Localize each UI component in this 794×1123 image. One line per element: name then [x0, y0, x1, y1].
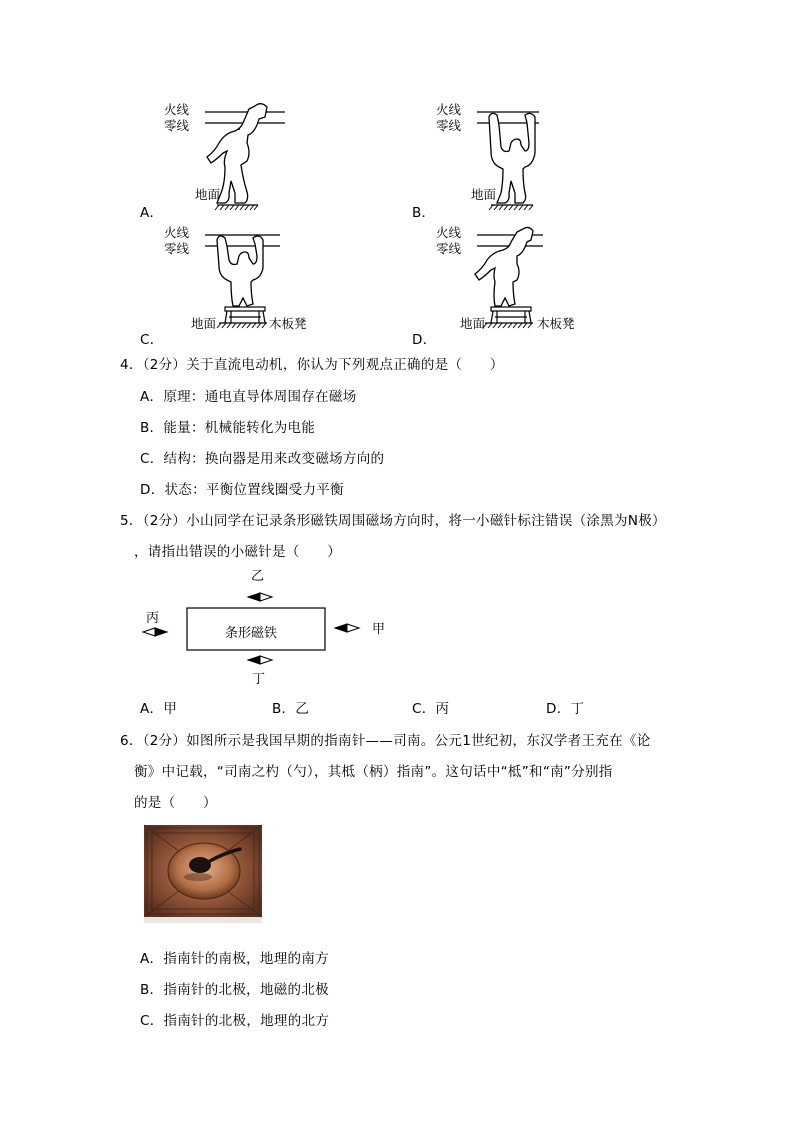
- needle-left-label: 丙: [146, 611, 160, 626]
- question-5-stem-line-1: 5．（2分）小山同学在记录条形磁铁周围磁场方向时，将一小磁针标注错误（涂黑为N极）: [120, 513, 666, 529]
- question-5-stem-line-2: ，请指出错误的小磁针是（ ）: [134, 544, 341, 560]
- question-6-option-b: B．指南针的北极，地磁的北极: [140, 982, 329, 998]
- svg-text:火线: 火线: [436, 102, 462, 117]
- svg-text:地面: 地面: [460, 316, 486, 331]
- needle-bottom: [248, 656, 272, 664]
- question-4-option-c: C．结构：换向器是用来改变磁场方向的: [140, 451, 385, 467]
- figure-a: [155, 95, 295, 220]
- needle-left: [143, 628, 167, 636]
- svg-text:木板凳: 木板凳: [269, 316, 307, 331]
- figure-d: [427, 220, 587, 340]
- question-6-option-a: A．指南针的南极，地理的南方: [140, 951, 329, 967]
- needle-bottom-label: 丁: [252, 672, 266, 687]
- question-6-option-c: C．指南针的北极，地理的北方: [140, 1013, 330, 1029]
- question-5-option-c: C．丙: [412, 701, 450, 717]
- svg-text:火线: 火线: [436, 225, 462, 240]
- svg-text:地面: 地面: [471, 187, 497, 202]
- question-6-stem-line-2: 衡》中记载，“司南之杓（勺），其柢（柄）指南”。这句话中“柢”和“南”分别指: [134, 764, 613, 780]
- svg-text:火线: 火线: [164, 102, 190, 117]
- svg-text:木板凳: 木板凳: [537, 316, 575, 331]
- question-4-option-a: A．原理：通电直导体周围存在磁场: [140, 389, 357, 405]
- magnet-label: 条形磁铁: [225, 626, 278, 641]
- option-b-label: B．: [412, 205, 436, 221]
- question-6-stem-line-3: 的是（ ）: [134, 795, 217, 811]
- needle-top: [248, 593, 272, 601]
- figure-b: [427, 95, 567, 220]
- question-5-option-a: A．甲: [140, 701, 178, 717]
- svg-text:零线: 零线: [164, 118, 190, 133]
- needle-right-label: 甲: [372, 622, 386, 637]
- figure-c: [155, 220, 307, 340]
- option-a-label: A．: [140, 205, 164, 221]
- svg-text:零线: 零线: [164, 241, 190, 256]
- question-4-stem: 4．（2分）关于直流电动机，你认为下列观点正确的是（ ）: [120, 357, 504, 373]
- question-5-option-d: D．丁: [546, 701, 585, 717]
- svg-text:火线: 火线: [164, 225, 190, 240]
- magnet-diagram: [135, 565, 395, 690]
- question-4-option-b: B．能量：机械能转化为电能: [140, 420, 316, 436]
- svg-text:地面: 地面: [195, 187, 221, 202]
- needle-right: [335, 624, 359, 632]
- question-4-option-d: D．状态：平衡位置线圈受力平衡: [140, 482, 344, 498]
- svg-text:地面: 地面: [191, 316, 217, 331]
- option-c-label: C．: [140, 332, 164, 348]
- sinan-compass-photo: [144, 825, 264, 925]
- question-5-option-b: B．乙: [272, 701, 310, 717]
- option-d-label: D．: [412, 332, 437, 348]
- svg-text:零线: 零线: [436, 118, 462, 133]
- svg-text:零线: 零线: [436, 241, 462, 256]
- needle-top-label: 乙: [251, 569, 265, 584]
- question-6-stem-line-1: 6．（2分）如图所示是我国早期的指南针——司南。公元1世纪初，东汉学者王充在《论: [120, 733, 651, 749]
